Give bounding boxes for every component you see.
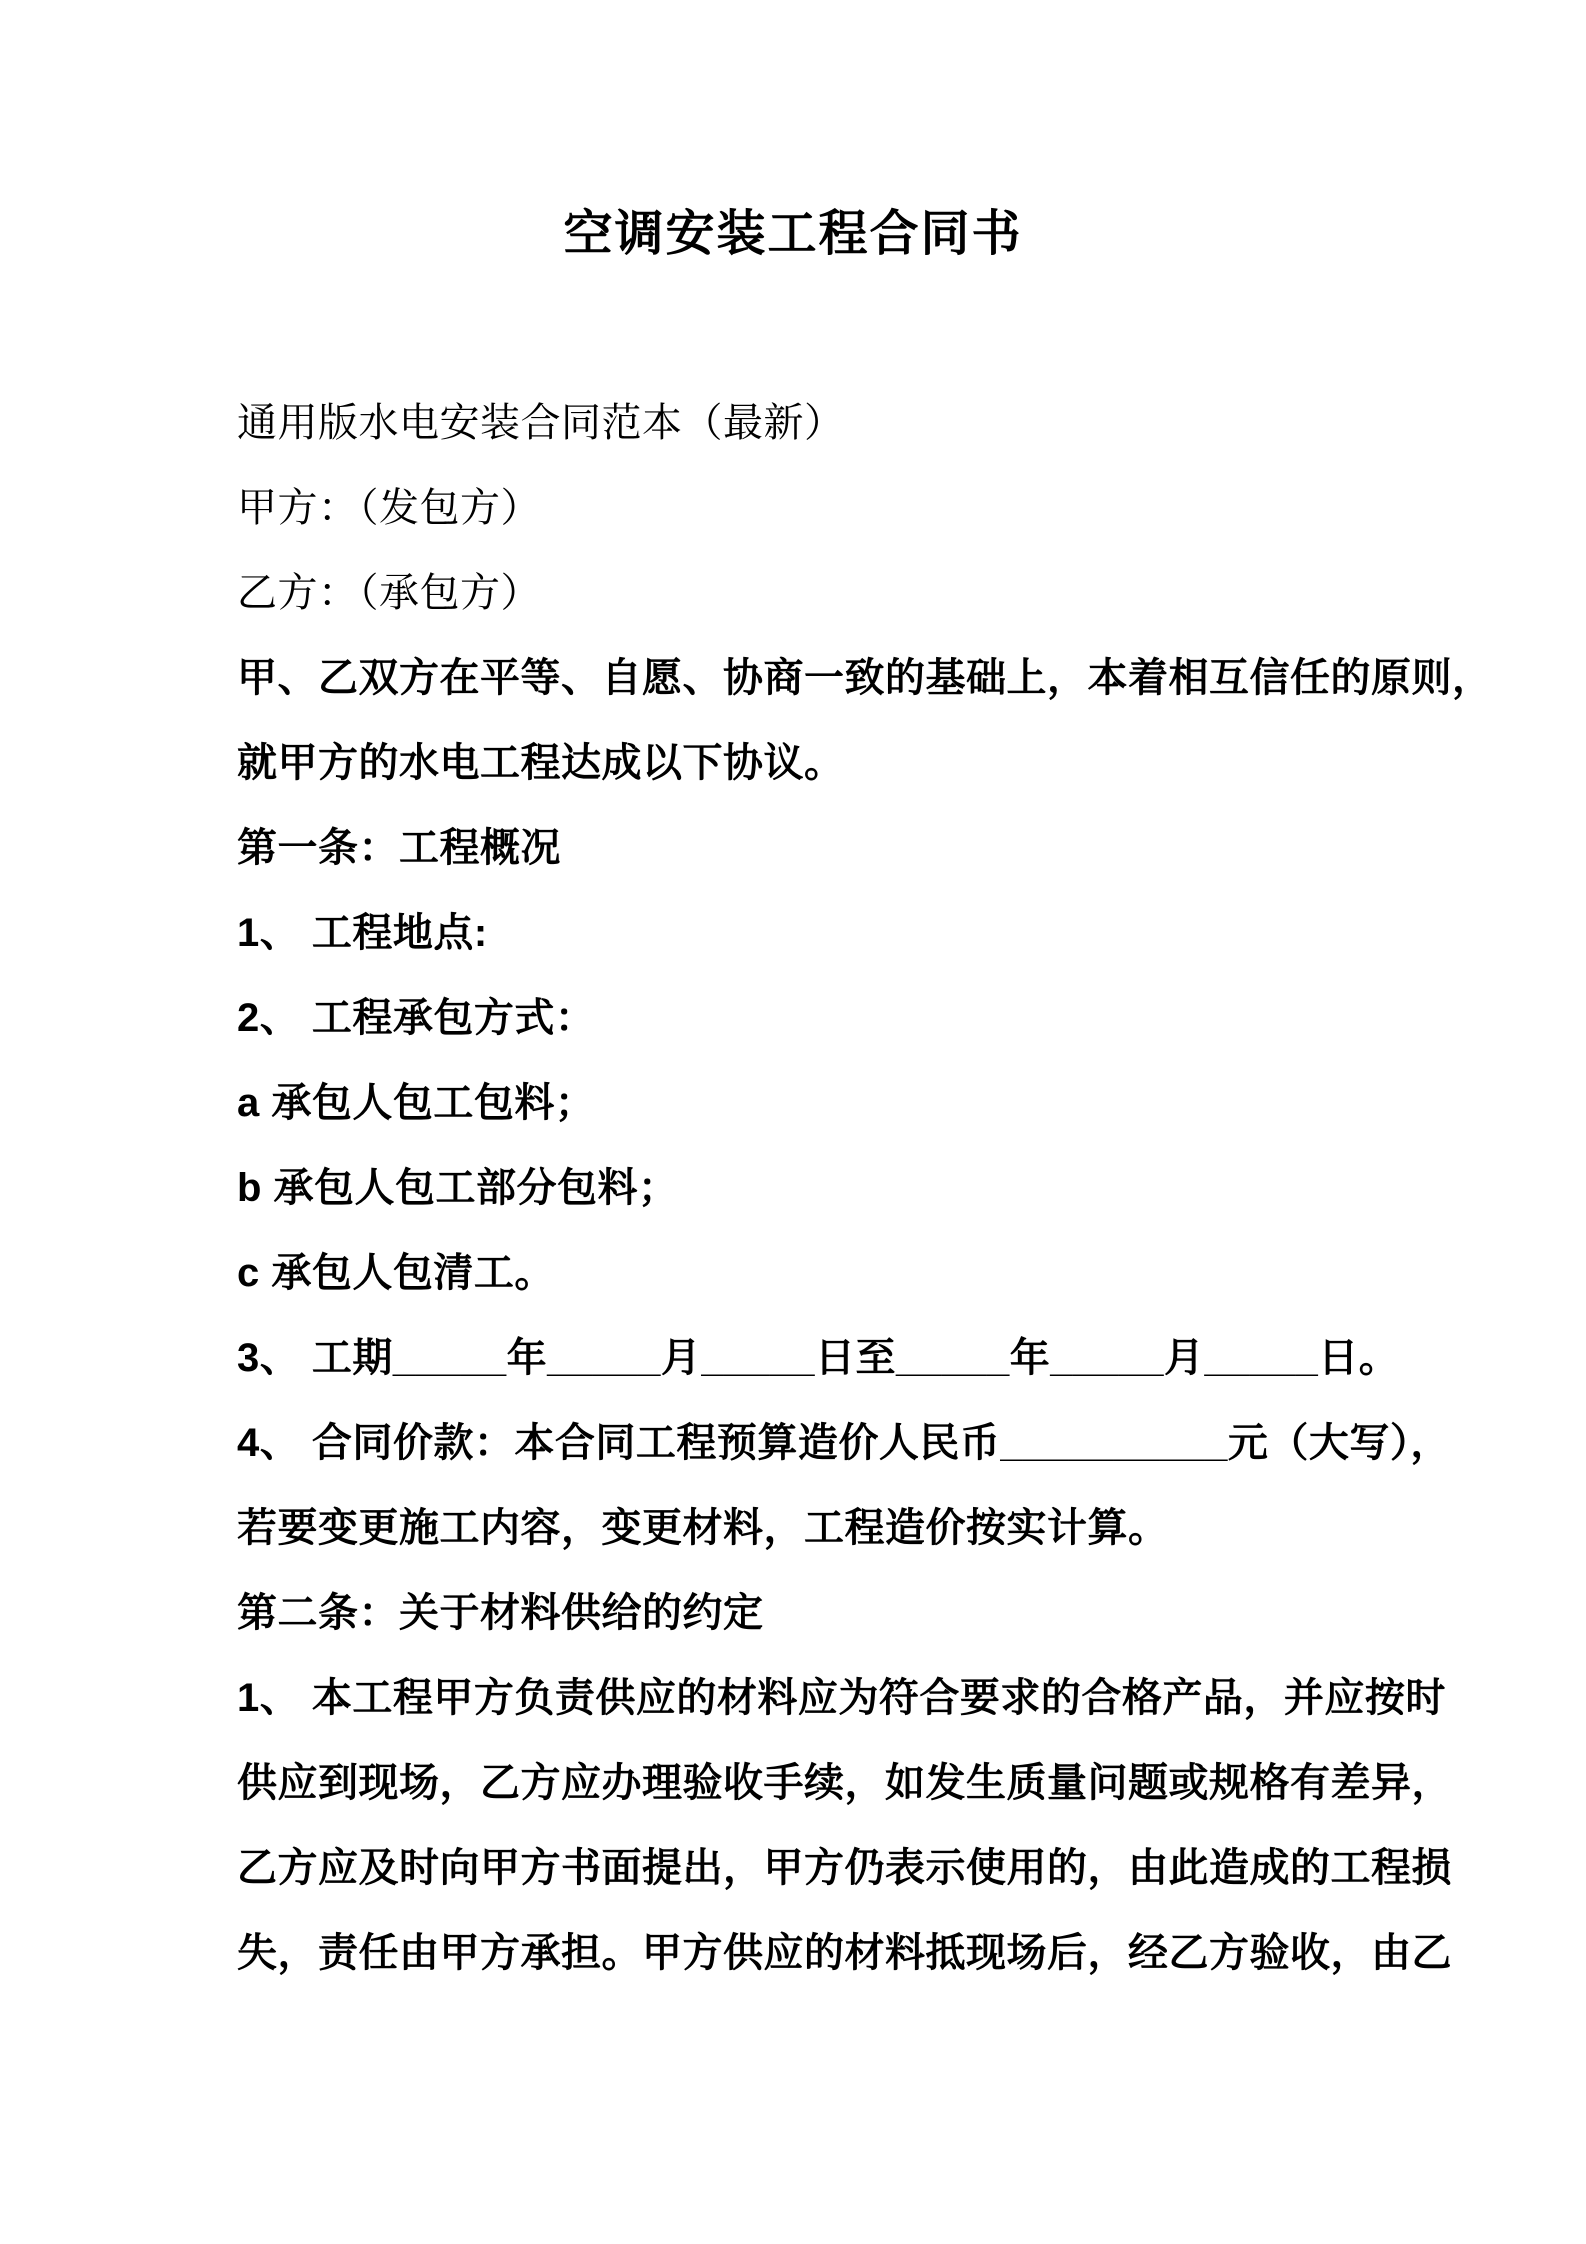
document-line: 若要变更施工内容，变更材料，工程造价按实计算。	[237, 1506, 1169, 1550]
document-line: 通用版水电安装合同范本（最新）	[237, 401, 845, 445]
document-line: 乙方应及时向甲方书面提出，甲方仍表示使用的，由此造成的工程损	[237, 1846, 1452, 1890]
document-line: 1、 工程地点:	[237, 911, 488, 955]
document-line: 第二条：关于材料供给的约定	[237, 1591, 764, 1635]
document-title: 空调安装工程合同书	[563, 207, 1023, 261]
document-line: 失，责任由甲方承担。甲方供应的材料抵现场后，经乙方验收，由乙	[237, 1931, 1452, 1975]
document-line: b 承包人包工部分包料；	[237, 1166, 679, 1210]
document-line: 甲方：（发包方）	[237, 486, 541, 530]
document-body	[237, 398, 1526, 2013]
document-line: 3、 工期_____年_____月_____日至_____年_____月_____日。	[237, 1336, 1400, 1380]
document-line: 供应到现场，乙方应办理验收手续，如发生质量问题或规格有差异，	[237, 1761, 1452, 1805]
document-line: 甲、乙双方在平等、自愿、协商一致的基础上，本着相互信任的原则，	[237, 656, 1493, 700]
document-line: 第一条：工程概况	[237, 826, 561, 870]
document-line: 4、 合同价款：本合同工程预算造价人民币__________元（大写），	[237, 1421, 1451, 1465]
document-line: 就甲方的水电工程达成以下协议。	[237, 741, 845, 785]
document-line: 2、 工程承包方式：	[237, 996, 596, 1040]
document-line: c 承包人包清工。	[237, 1251, 555, 1295]
document-line: 1、 本工程甲方负责供应的材料应为符合要求的合格产品，并应按时	[237, 1676, 1446, 1720]
document-line: 乙方：（承包方）	[237, 571, 541, 615]
document-line: a 承包人包工包料；	[237, 1081, 596, 1125]
